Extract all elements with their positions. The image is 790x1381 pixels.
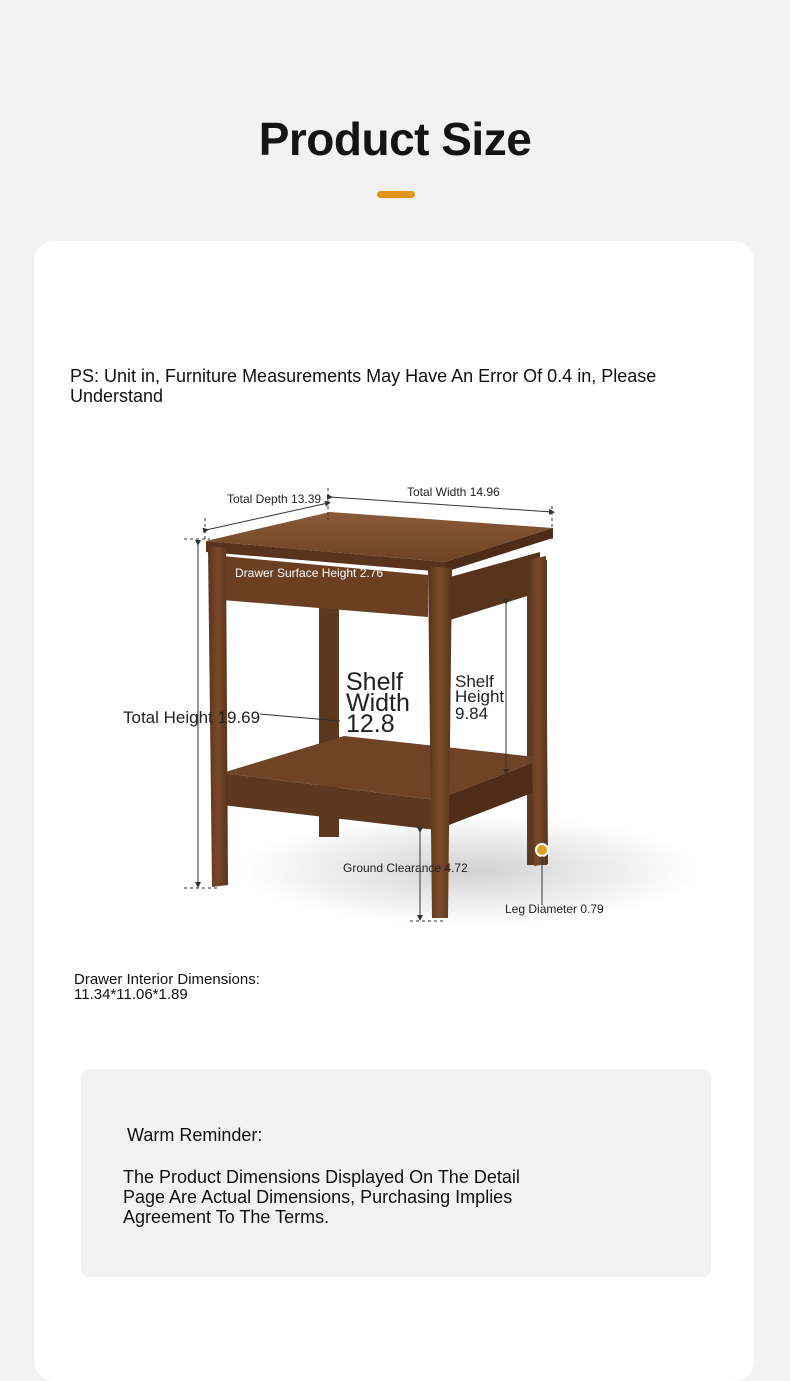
measurement-note: PS: Unit in, Furniture Measurements May Have An Error Of 0.4 in, Please Understand bbox=[70, 366, 657, 406]
floor-shadow bbox=[240, 815, 700, 925]
page-title: Product Size bbox=[258, 113, 532, 165]
drawer-interior-label: Drawer Interior Dimensions: bbox=[74, 971, 260, 988]
shelf-height-value: 9.84 bbox=[455, 704, 489, 723]
drawer-interior-value: 11.34*11.06*1.89 bbox=[74, 986, 188, 1003]
total-width-label: Total Width 14.96 bbox=[407, 485, 500, 499]
shelf-height-label-line2: Height bbox=[455, 687, 505, 706]
shelf-width-label-line2: Width bbox=[346, 689, 410, 717]
drawer-surface-height-label: Drawer Surface Height 2.76 bbox=[235, 566, 384, 580]
total-height-label: Total Height 19.69 bbox=[123, 708, 261, 727]
shelf-height-label-line1: Shelf bbox=[455, 672, 494, 691]
warm-reminder-box bbox=[81, 1069, 711, 1277]
shelf-width-label-line1: Shelf bbox=[346, 668, 403, 696]
total-depth-label: Total Depth 13.39 bbox=[227, 492, 322, 506]
drawer-interior-dimensions bbox=[74, 972, 260, 1002]
warm-reminder-text: The Product Dimensions Displayed On The Detail Page Are Actual Dimensions, Purchasing Implies Agreement To The Terms. bbox=[123, 1167, 520, 1227]
ground-clearance-label: Ground Clearance 4.72 bbox=[343, 861, 468, 875]
shelf-width-value: 12.8 bbox=[346, 710, 395, 738]
warm-reminder-title: Warm Reminder: bbox=[127, 1125, 263, 1145]
leg-diameter-marker bbox=[536, 844, 548, 856]
leg-diameter-label: Leg Diameter 0.79 bbox=[505, 902, 604, 916]
